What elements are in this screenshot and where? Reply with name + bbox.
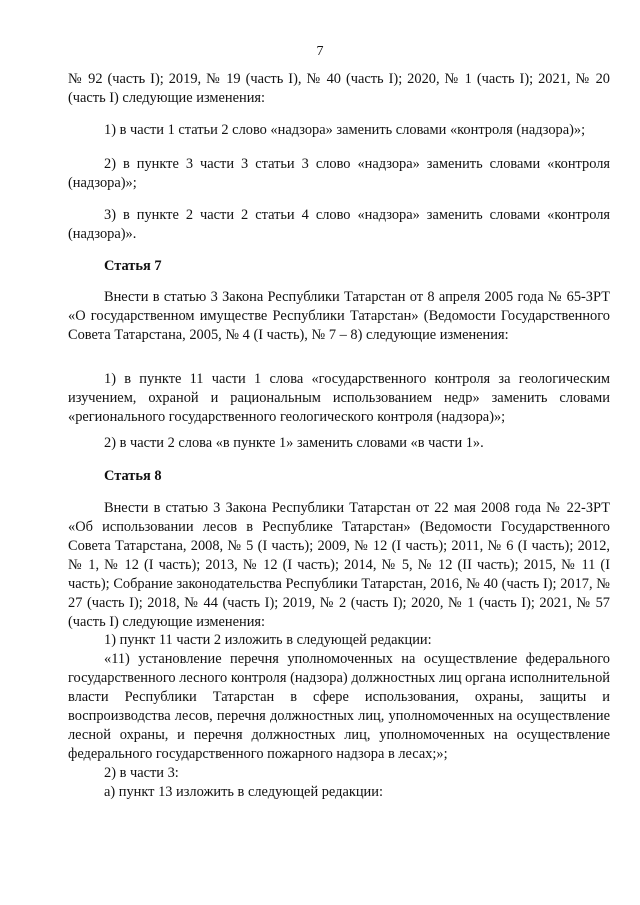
paragraph-article-8-item-1: 1) пункт 11 части 2 изложить в следующей редакции: (104, 632, 432, 648)
page-number: 7 (316, 44, 324, 59)
paragraph-article-7-intro: Внести в статью 3 Закона Республики Татарстан от 8 апреля 2005 года № 65-ЗРТ «О государственном имуществе Республики Татарстан» (Ведомости Государственного Совета Татарстана, 2005, № 4 (I часть), № 7 – 8) следующие изменения: (68, 289, 610, 343)
paragraph-item-2: 2) в пункте 3 части 3 статьи 3 слово «надзора» заменить словами «контроля (надзора)»; (68, 156, 610, 191)
article-8-heading: Статья 8 (104, 468, 162, 484)
paragraph-article-7-item-1: 1) в пункте 11 части 1 слова «государственного контроля за геологическим изучением, охраной и рациональным использованием недр» заменить словами «регионального государственного геологического контроля (надзора)»; (68, 371, 610, 425)
paragraph-article-8-quote: «11) установление перечня уполномоченных на осуществление федерального государственного лесного контроля (надзора) должностных лиц органа исполнительной власти Республики Татарстан в сфере использования, охраны, защиты и воспроизводства лесов, перечня должностных лиц, уполномоченных на осуществление лесной охраны, и перечня должностных лиц, уполномоченных на осуществление федерального государственного пожарного надзора в лесах;»; (68, 651, 610, 762)
paragraph-article-8-item-2a: а) пункт 13 изложить в следующей редакции: (104, 784, 383, 800)
paragraph-article-7-item-2: 2) в части 2 слова «в пункте 1» заменить словами «в части 1». (104, 435, 484, 451)
paragraph-item-3: 3) в пункте 2 части 2 статьи 4 слово «надзора» заменить словами «контроля (надзора)». (68, 207, 610, 242)
paragraph-intro-continuation: № 92 (часть I); 2019, № 19 (часть I), № 40 (часть I); 2020, № 1 (часть I); 2021, № 20 (часть I) следующие изменения: (68, 71, 610, 106)
article-7-heading: Статья 7 (104, 258, 162, 274)
paragraph-article-8-intro: Внести в статью 3 Закона Республики Татарстан от 22 мая 2008 года № 22-ЗРТ «Об использовании лесов в Республике Татарстан» (Ведомости Государственного Совета Татарстана, 2008, № 5 (I часть); 2009, № 12 (I часть); 2011, № 6 (I часть); 2012, № 1, № 12 (I часть); 2013, № 12 (I часть); 2014, № 5, № 12 (II часть); 2015, № 11 (I часть); Собрание законодательства Республики Татарстан, 2016, № 40 (часть I); 2017, № 27 (часть I); 2018, № 44 (часть I); 2019, № 2 (часть I); 2020, № 1 (часть I); 2021, № 57 (часть I) следующие изменения: (68, 500, 610, 630)
paragraph-article-8-item-2: 2) в части 3: (104, 765, 179, 781)
paragraph-item-1: 1) в части 1 статьи 2 слово «надзора» заменить словами «контроля (надзора)»; (104, 122, 586, 138)
